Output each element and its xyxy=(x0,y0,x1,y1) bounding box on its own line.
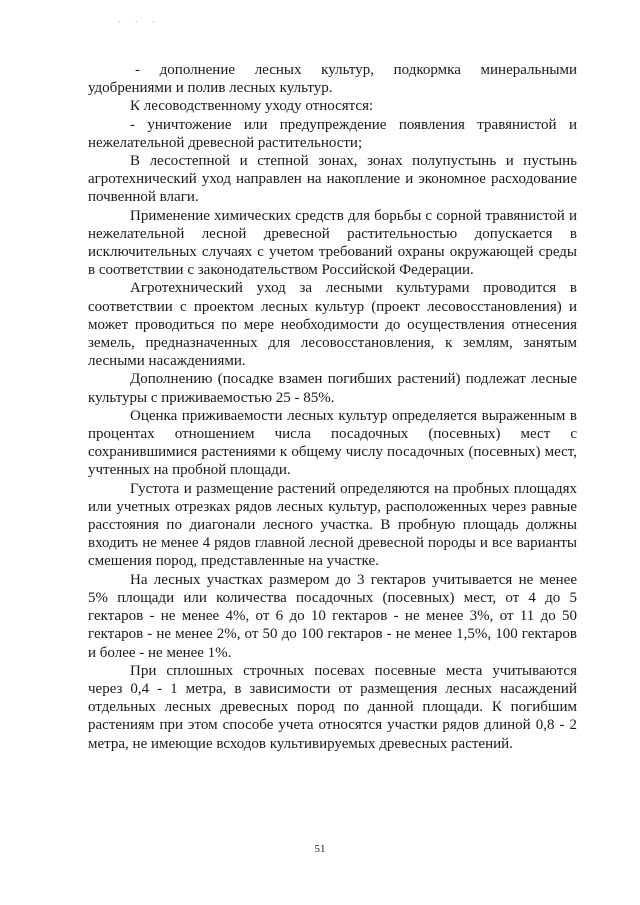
paragraph-6: Агротехнический уход за лесными культурами проводится в соответствии с проектом лесных культур (проект лесовосстановления) и может проводиться по мере необходимости до осуществления отнесения земель, предназначенных для лесовосстановления, к землям, занятым лесными насаждениями. xyxy=(88,280,577,370)
paragraph-9: Густота и размещение растений определяются на пробных площадях или учетных отрезках рядов лесных культур, расположенных через равные расстояния по диагонали лесного участка. В пробную площадь должны входить не менее 4 рядов главной лесной древесной породы и все варианты смешения пород, представленные на участке. xyxy=(88,480,577,570)
paragraph-5: Применение химических средств для борьбы с сорной травянистой и нежелательной лесной древесной растительностью допускается в исключительных случаях с учетом требований охраны окружающей среды в соответствии с законодательством Российской Федерации. xyxy=(88,207,577,279)
paragraph-11: При сплошных строчных посевах посевные места учитываются через 0,4 - 1 метра, в зависимости от размещения лесных насаждений отдельных лесных древесных пород по данной площади. К погибшим растениям при этом способе учета относятся участки рядов длиной 0,8 - 2 метра, не имеющие всходов культивируемых древесных растений. xyxy=(88,662,577,752)
document-body xyxy=(88,61,577,753)
scan-marks: . . . xyxy=(118,14,161,24)
paragraph-8: Оценка приживаемости лесных культур определяется выраженным в процентах отношением числа посадочных (посевных) мест с сохранившимися растениями к общему числу посадочных (посевных) мест, учтенных на пробной площади. xyxy=(88,407,577,479)
paragraph-1: - дополнение лесных культур, подкормка минеральными удобрениями и полив лесных культур. xyxy=(88,62,577,97)
paragraph-4: В лесостепной и степной зонах, зонах полупустынь и пустынь агротехнический уход направлен на накопление и экономное расходование почвенной влаги. xyxy=(88,153,577,206)
paragraph-3: - уничтожение или предупреждение появления травянистой и нежелательной древесной растительности; xyxy=(88,116,577,151)
page-number: 51 xyxy=(314,843,326,855)
paragraph-2: К лесоводственному уходу относятся: xyxy=(130,98,374,115)
paragraph-7: Дополнению (посадке взамен погибших растений) подлежат лесные культуры с приживаемостью 25 - 85%. xyxy=(88,371,577,406)
paragraph-10: На лесных участках размером до 3 гектаров учитывается не менее 5% площади или количества посадочных (посевных) мест, от 4 до 5 гектаров - не менее 4%, от 6 до 10 гектаров - не менее 3%, от 11 до 50 гектаров - не менее 2%, от 50 до 100 гектаров - не менее 1,5%, 100 гектаров и более - не менее 1%. xyxy=(88,571,577,661)
